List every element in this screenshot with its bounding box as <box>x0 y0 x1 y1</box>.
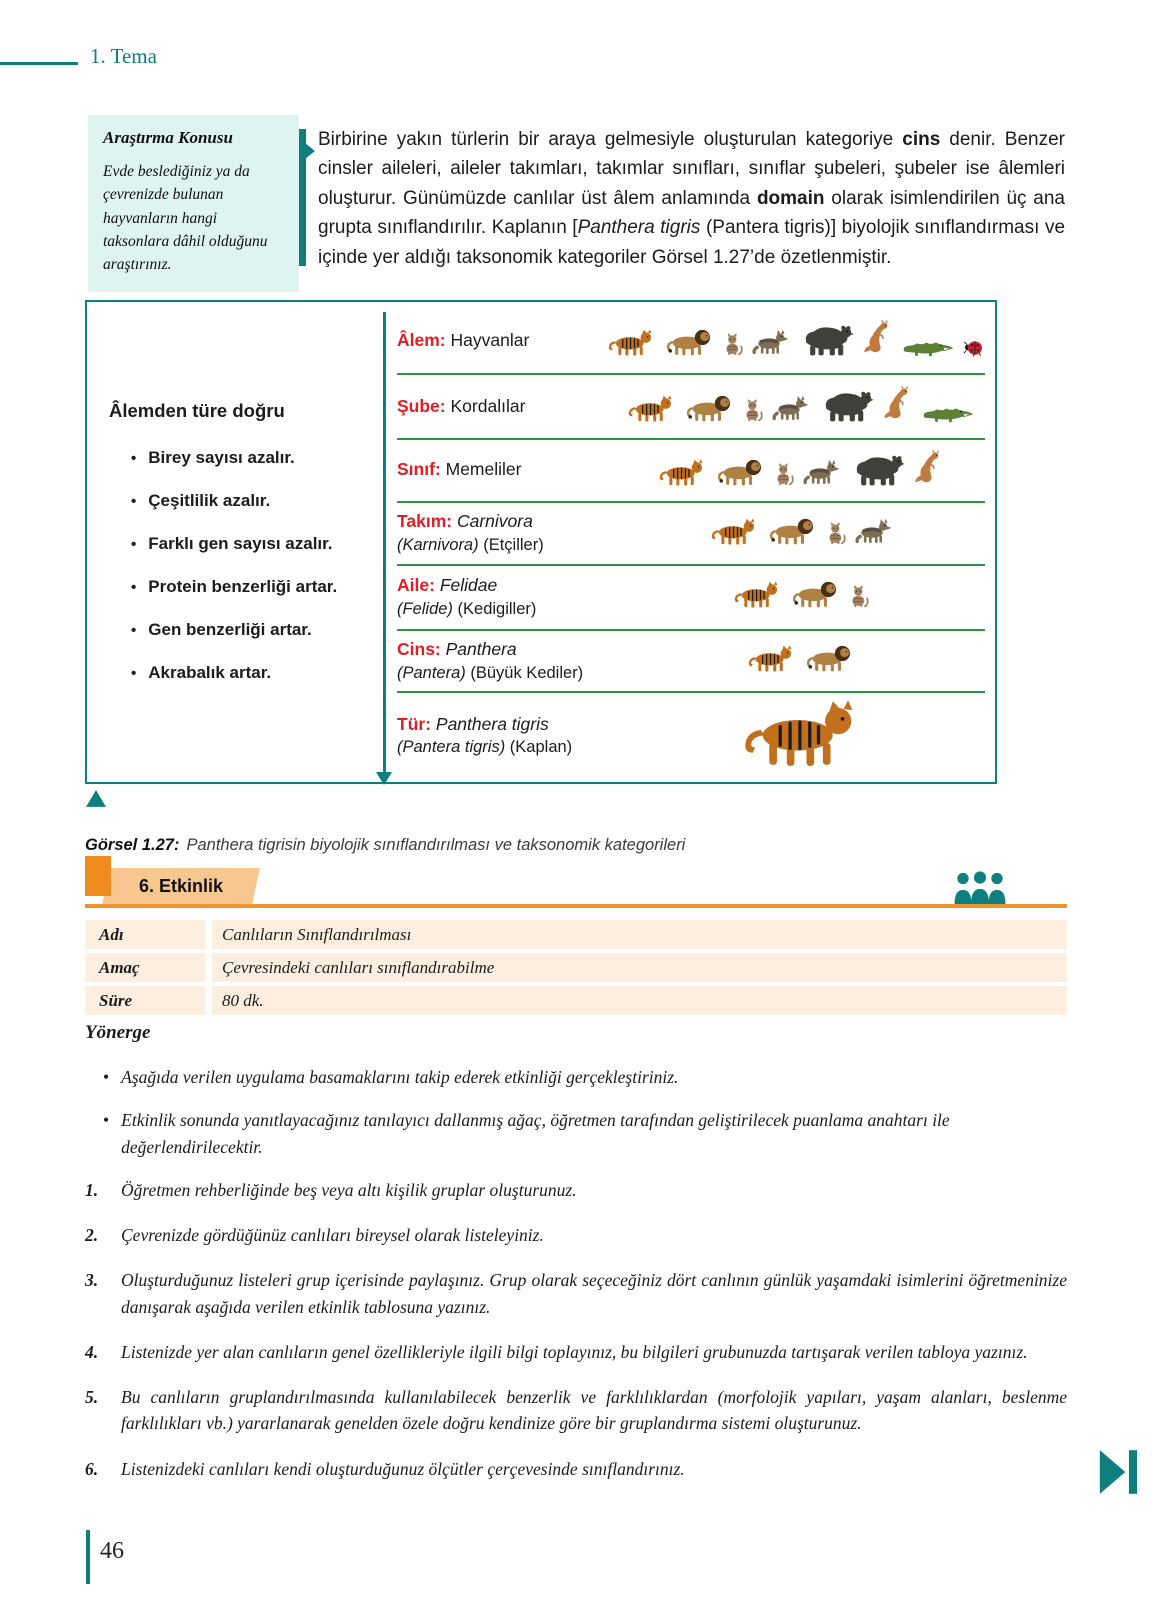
step-number: 1. <box>85 1179 99 1200</box>
bear-icon <box>849 451 905 487</box>
wolf-icon <box>772 391 809 423</box>
bear-icon <box>818 387 874 423</box>
taxonomy-summary-list <box>109 448 377 683</box>
rank-name: Panthera tigris <box>435 713 549 734</box>
ladybug-icon <box>963 339 983 357</box>
wolf-icon <box>803 455 840 487</box>
taxonomy-row-line2 <box>397 534 612 556</box>
taxonomy-bullet <box>109 491 377 511</box>
figure-caption-text: Panthera tigrisin biyolojik sınıflandırılması ve taksonomik kategorileri <box>186 836 686 854</box>
cat-icon <box>826 520 846 546</box>
lion-icon <box>790 578 840 609</box>
taxonomy-row-text <box>397 329 601 353</box>
caption-triangle-icon <box>86 790 106 807</box>
lion-icon <box>664 326 714 357</box>
bullet-dot: • <box>131 450 137 467</box>
taxonomy-row-line1 <box>397 329 601 353</box>
table-cell-gap <box>205 920 212 949</box>
taxonomy-row-animals <box>601 317 985 364</box>
step-text: Listenizde yer alan canlıların genel özellikleriyle ilgili bilgi toplayınız, bu bilgileri grubunuzda tartışarak verilen tabloya yazınız. <box>121 1341 1028 1362</box>
text-segment: domain <box>756 187 825 209</box>
intro-paragraph <box>318 125 1065 272</box>
lion-icon <box>767 515 817 546</box>
bullet-dot: • <box>103 1110 110 1131</box>
taxonomy-bullet <box>109 534 377 554</box>
step-number: 4. <box>85 1341 99 1362</box>
directions-step <box>85 1384 1067 1437</box>
bear-icon <box>798 321 854 357</box>
next-page-icon <box>1098 1446 1138 1498</box>
taxonomy-row-line2 <box>397 662 612 684</box>
rank-label: Cins: <box>397 639 441 660</box>
rank-label: Şube: <box>397 395 446 416</box>
directions-bullet-text: Aşağıda verilen uygulama basamaklarını takip ederek etkinliği gerçekleştiriniz. <box>121 1067 679 1087</box>
crocodile-icon <box>922 406 974 423</box>
cat-icon <box>849 583 869 609</box>
tiger-icon <box>658 457 706 487</box>
rank-label: Takım: <box>397 511 453 532</box>
step-number: 2. <box>85 1225 99 1245</box>
arrow-right-icon <box>305 143 315 159</box>
rank-label: Âlem: <box>397 329 446 350</box>
rank-label: Sınıf: <box>397 459 441 480</box>
taxonomy-summary-heading: Âlemden türe doğru <box>109 400 285 421</box>
taxonomy-bullet <box>109 577 377 597</box>
taxonomy-row-animals <box>612 514 985 553</box>
rank-name: Carnivora <box>456 511 533 532</box>
lion-icon <box>684 392 734 423</box>
step-text: Bu canlıların gruplandırılmasında kullanılabilecek benzerlik ve farklılıklardan (morfolojik yapıları, yaşam alanları, beslenme farklılıkları vb.) yararlanarak genelden özele doğru kendinize göre bir gruplandırma sistemi oluşturunuz. <box>121 1387 1067 1434</box>
tiger-icon <box>733 579 781 609</box>
cat-icon <box>723 331 743 357</box>
taxonomy-row-text <box>397 638 612 684</box>
group-activity-icon <box>952 870 1008 904</box>
rank-common-name: (Büyük Kediler) <box>470 663 584 682</box>
rank-common-name: (Kaplan) <box>509 738 573 757</box>
table-value-cell: Canlıların Sınıflandırılması <box>212 920 1067 949</box>
taxonomy-bullet-text: Farklı gen sayısı azalır. <box>148 534 333 553</box>
taxonomy-row-line2 <box>397 736 612 758</box>
text-segment: Birbirine yakın türlerin bir araya gelmesiyle oluşturulan kategoriye <box>318 129 903 150</box>
taxonomy-row-line1 <box>397 638 612 662</box>
taxonomy-bullet <box>109 620 377 640</box>
table-cell-gap <box>205 953 212 982</box>
research-topic-box <box>88 115 299 292</box>
taxonomy-row-text <box>397 395 612 419</box>
table-row <box>85 920 1067 949</box>
crocodile-icon <box>902 340 954 357</box>
taxonomy-row <box>397 693 985 778</box>
bullet-dot: • <box>103 1067 110 1087</box>
taxonomy-row <box>397 375 985 440</box>
taxonomy-row-text <box>397 458 612 482</box>
cat-icon <box>743 397 763 423</box>
text-segment: (Pantera tigris)] biyolojik sınıflandırması ve içinde yer aldığı taksonomik kategoriler Görsel 1.27’de özetlenmiştir. <box>318 217 1066 268</box>
step-text: Oluşturduğunuz listeleri grup içerisinde paylaşınız. Grup olarak seçeceğiniz dört canlının günlük yaşamdaki isimlerini öğretmeninize danışarak aşağıda verilen etkinlik tablosuna yazınız. <box>121 1270 1067 1317</box>
rank-label: Aile: <box>397 575 435 596</box>
text-segment: denir. Benzer cinsler aileleri, aileler takımları, takımlar sınıfları, sınıflar şubeleri, şubeler ise âlemleri oluşturur. Günümüzde canlılar üst âlem anlamında <box>318 129 1065 209</box>
taxonomy-row <box>397 308 985 375</box>
text-segment: Panthera tigris <box>577 217 701 239</box>
tiger-icon <box>627 393 675 423</box>
directions-bullet <box>85 1107 1067 1160</box>
table-value-cell: 80 dk. <box>212 986 1067 1015</box>
step-number: 3. <box>85 1270 99 1291</box>
rank-name-alt: (Karnivora) <box>397 535 479 554</box>
taxonomy-row-text <box>397 713 612 759</box>
taxonomy-row <box>397 440 985 503</box>
rank-label: Tür: <box>397 713 432 734</box>
rank-name: Kordalılar <box>450 395 526 416</box>
directions-step <box>85 1456 1067 1482</box>
rank-name-alt: (Pantera tigris) <box>397 738 506 757</box>
directions-heading: Yönerge <box>85 1022 151 1043</box>
research-box-body: Evde beslediğiniz ya da çevrenizde bulunan hayvanların hangi taksonlara dâhil olduğunu araştırınız. <box>103 163 268 273</box>
bullet-dot: • <box>131 536 137 553</box>
taxonomy-row-text <box>397 510 612 556</box>
taxonomy-row-line1 <box>397 510 612 534</box>
research-box-title: Araştırma Konusu <box>103 128 233 147</box>
rank-name-alt: (Pantera) <box>397 663 466 682</box>
text-segment: cins <box>902 129 941 150</box>
taxonomy-row-line1 <box>397 458 612 482</box>
directions-step <box>85 1339 1067 1365</box>
table-key-cell: Adı <box>85 920 205 949</box>
rank-name: Memeliler <box>445 459 522 480</box>
directions-step <box>85 1222 1067 1248</box>
directions-bullet <box>85 1064 1067 1090</box>
directions-steps <box>85 1177 1067 1482</box>
wolf-icon <box>752 325 789 357</box>
rank-name: Panthera <box>445 639 517 660</box>
directions-step <box>85 1177 1067 1203</box>
taxonomy-axis-line <box>383 312 386 772</box>
rank-common-name: (Kedigiller) <box>457 599 537 618</box>
kangaroo-icon <box>863 317 893 357</box>
tiger-icon <box>747 643 795 673</box>
tiger-icon <box>607 327 655 357</box>
table-key-cell: Süre <box>85 986 205 1015</box>
page-number: 46 <box>100 1538 124 1564</box>
taxonomy-bullet-text: Gen benzerliği artar. <box>148 620 312 639</box>
directions-section <box>85 1022 1067 1501</box>
bullet-dot: • <box>131 579 137 596</box>
taxonomy-summary-panel <box>109 400 377 706</box>
taxonomy-bullet-text: Çeşitlilik azalır. <box>148 491 271 510</box>
bullet-dot: • <box>131 622 137 639</box>
activity-banner-label: 6. Etkinlik <box>138 876 224 896</box>
taxonomy-row <box>397 503 985 566</box>
rank-name: Hayvanlar <box>450 329 530 350</box>
table-cell-gap <box>205 986 212 1015</box>
step-text: Listenizdeki canlıları kendi oluşturduğunuz ölçütler çerçevesinde sınıflandırınız. <box>121 1458 685 1479</box>
rank-name-alt: (Felide) <box>397 599 453 618</box>
taxonomy-bullet-text: Birey sayısı azalır. <box>148 448 295 467</box>
taxonomy-row-animals <box>612 697 985 774</box>
taxonomy-bullet-text: Protein benzerliği artar. <box>148 577 338 596</box>
table-key-cell: Amaç <box>85 953 205 982</box>
wolf-icon <box>855 514 892 546</box>
taxonomy-bullet <box>109 663 377 683</box>
step-text: Çevrenizde gördüğünüz canlıları bireysel olarak listeleyiniz. <box>121 1225 544 1245</box>
kangaroo-icon <box>883 383 913 423</box>
taxonomy-figure-box <box>85 300 997 784</box>
tiger-icon <box>740 697 862 767</box>
bullet-dot: • <box>131 665 137 682</box>
directions-step <box>85 1267 1067 1320</box>
taxonomy-row-line1 <box>397 713 612 737</box>
taxonomy-row-animals <box>612 642 985 680</box>
step-text: Öğretmen rehberliğinde beş veya altı kişilik gruplar oluşturunuz. <box>121 1179 577 1200</box>
taxonomy-bullet <box>109 448 377 468</box>
lion-icon <box>804 642 854 673</box>
text-segment: olarak isimlendirilen üç ana grupta sınıflandırılır. Kaplanın [ <box>318 187 1066 239</box>
taxonomy-row-line2 <box>397 598 612 620</box>
tiger-icon <box>710 516 758 546</box>
footer-accent-bar <box>86 1530 90 1584</box>
taxonomy-row-text <box>397 574 612 620</box>
arrow-down-icon <box>376 772 392 785</box>
rank-name: Felidae <box>439 575 498 596</box>
taxonomy-row <box>397 631 985 694</box>
activity-accent-square <box>85 856 111 896</box>
directions-bullets <box>85 1064 1067 1160</box>
figure-caption-label: Görsel 1.27: <box>85 836 180 854</box>
cat-icon <box>774 461 794 487</box>
activity-banner <box>102 868 260 905</box>
table-row <box>85 953 1067 982</box>
step-number: 6. <box>85 1458 99 1479</box>
table-row <box>85 986 1067 1015</box>
taxonomy-row-animals <box>612 578 985 616</box>
taxonomy-row-animals <box>612 383 985 430</box>
header-rule <box>0 62 78 65</box>
bullet-dot: • <box>131 493 137 510</box>
figure-caption <box>85 836 685 855</box>
taxonomy-bullet-text: Akrabalık artar. <box>148 663 272 682</box>
table-value-cell: Çevresindeki canlıları sınıflandırabilme <box>212 953 1067 982</box>
taxonomy-rank-rows <box>397 308 985 778</box>
kangaroo-icon <box>914 447 944 487</box>
step-number: 5. <box>85 1387 99 1407</box>
taxonomy-row <box>397 566 985 631</box>
directions-bullet-text: Etkinlik sonunda yanıtlayacağınız tanılayıcı dallanmış ağaç, öğretmen tarafından geliştirilecek puanlama anahtarı ile değerlendirilecektir. <box>121 1110 950 1157</box>
tema-header: 1. Tema <box>90 44 157 68</box>
taxonomy-row-line1 <box>397 395 612 419</box>
activity-info-table <box>85 920 1067 1019</box>
taxonomy-row-line1 <box>397 574 612 598</box>
lion-icon <box>715 456 765 487</box>
activity-rule <box>85 904 1067 908</box>
taxonomy-row-animals <box>612 447 985 494</box>
rank-common-name: (Etçiller) <box>483 535 544 554</box>
